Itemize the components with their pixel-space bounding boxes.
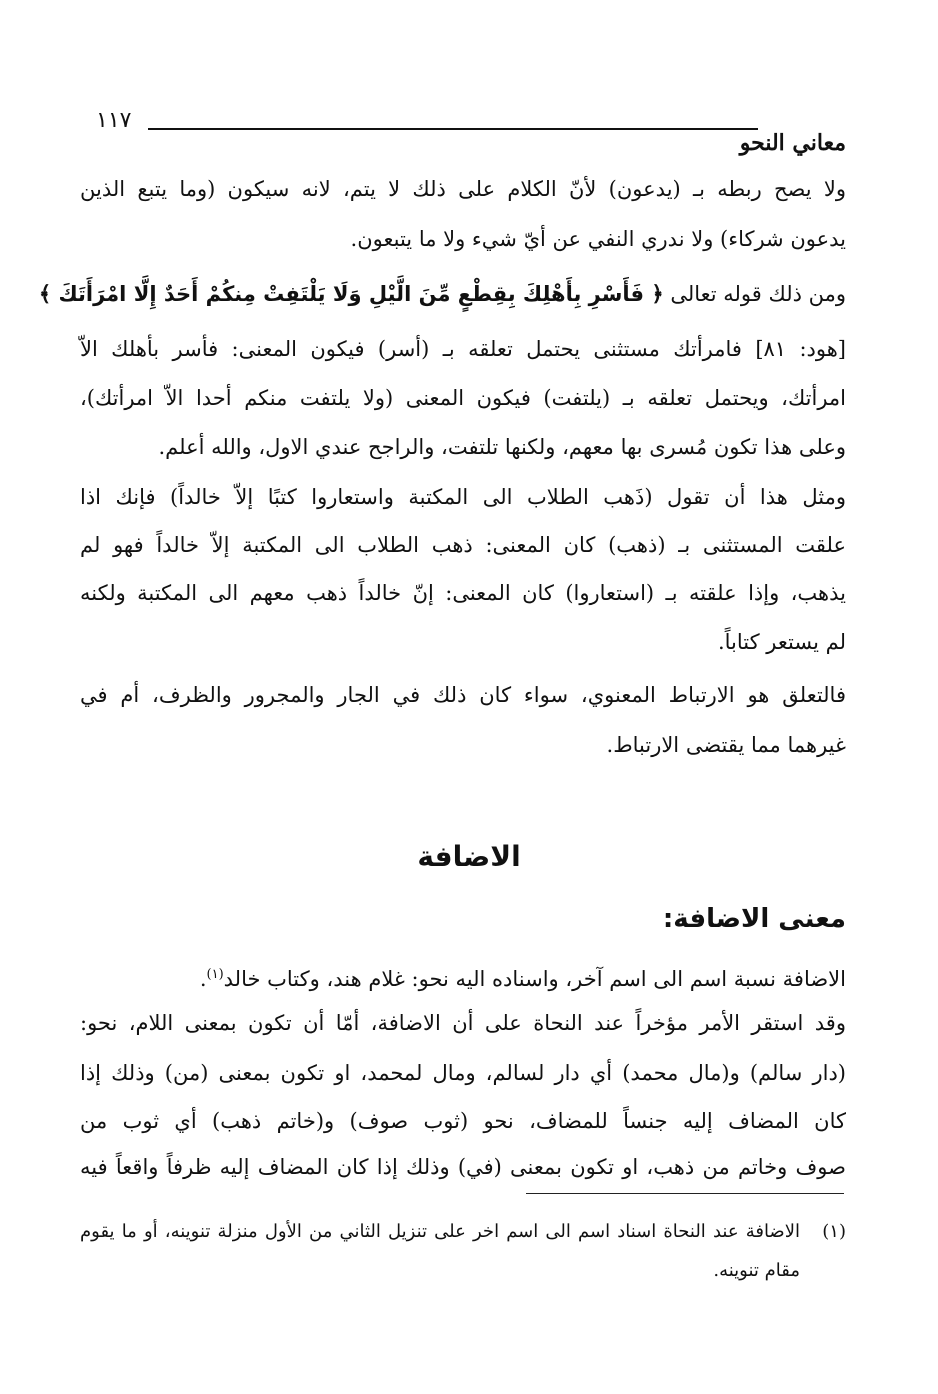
footnote-line: مقام تنوينه. (713, 1260, 800, 1281)
body-line: [هود: ٨١] فامرأتك مستثنى يحتمل تعلقه بـ (أسر) فيكون المعنى: فأسر بأهلك الاّ (80, 337, 846, 361)
definition-line (80, 960, 846, 994)
body-line: كان المضاف إليه جنساً للمضاف، نحو (ثوب صوف) و(خاتم ذهب) أي ثوب من (80, 1109, 846, 1133)
body-line: يدعون شركاء) ولا ندري النفي عن أيّ شيء ولا ما يتبعون. (350, 227, 846, 251)
footnote-rule (526, 1193, 844, 1194)
body-line: لم يستعر كتاباً. (717, 630, 846, 654)
footnote-line (80, 1219, 846, 1245)
header-rule (148, 128, 758, 130)
body-line: ولا يصح ربطه بـ (يدعون) لأنّ الكلام على ذلك لا يتم، لانه سيكون (وما يتبع الذين (80, 177, 846, 201)
definition-end: . (199, 967, 207, 991)
body-line: صوف وخاتم من ذهب، او تكون بمعنى (في) وذلك إذا كان المضاف إليه ظرفاً واقعاً فيه (80, 1155, 846, 1179)
quran-verse: ﴿ فَأَسْرِ بِأَهْلِكَ بِقِطْعٍ مِّنَ الَّيْلِ وَلَا يَلْتَفِتْ مِنكُمْ أَحَدٌ إِلَّا امْرَأَتَكَ ﴾ (38, 282, 664, 306)
body-line: امرأتك، ويحتمل تعلقه بـ (يلتفت) فيكون المعنى (ولا يلتفت منكم أحدا الاّ امرأتك)، (80, 386, 846, 410)
verse-intro: ومن ذلك قوله تعالى (670, 282, 846, 306)
body-line: وعلى هذا تكون مُسرى بها معهم، ولكنها تلتفت، والراجح عندي الاول، والله أعلم. (158, 435, 846, 459)
section-subheading: معنى الاضافة: (662, 904, 846, 934)
body-line: يذهب، وإذا علقته بـ (استعاروا) كان المعنى: إنّ خالداً ذهب معهم الى المكتبة ولكنه (80, 581, 846, 605)
page-number: ١١٧ (96, 108, 132, 133)
definition-text: الاضافة نسبة اسم الى اسم آخر، واسناده اليه نحو: غلام هند، وكتاب خالد (223, 967, 846, 991)
body-line: وقد استقر الأمر مؤخراً عند النحاة على أن الاضافة، أمّا أن تكون بمعنى اللام، نحو: (80, 1011, 846, 1035)
body-line: ومثل هذا أن تقول (ذَهب الطلاب الى المكتبة واستعاروا كتبًا إلاّ خالداً) فإنك اذا (80, 485, 846, 509)
body-line: (دار سالم) و(مال محمد) أي دار لسالم، ومال لمحمد، او تكون بمعنى (من) وذلك إذا (80, 1061, 846, 1085)
body-line: علقت المستثنى بـ (ذهب) كان المعنى: ذهب الطلاب الى المكتبة إلاّ خالداً فهو لم (80, 533, 846, 557)
body-line: غيرهما مما يقتضى الارتباط. (606, 733, 846, 757)
footnote-text: الاضافة عند النحاة اسناد اسم الى اسم اخر على تنزيل الثاني من الأول منزلة تنوينه، أو ما يقوم (80, 1221, 800, 1242)
footnote-ref: (١) (206, 967, 224, 982)
verse-line (38, 279, 846, 309)
running-header-title: معاني النحو (739, 130, 846, 156)
body-line: فالتعلق هو الارتباط المعنوي، سواء كان ذلك في الجار والمجرور والظرف، أم في (80, 683, 846, 707)
section-heading: الاضافة (417, 840, 521, 873)
footnote-number: (١) (822, 1221, 846, 1242)
